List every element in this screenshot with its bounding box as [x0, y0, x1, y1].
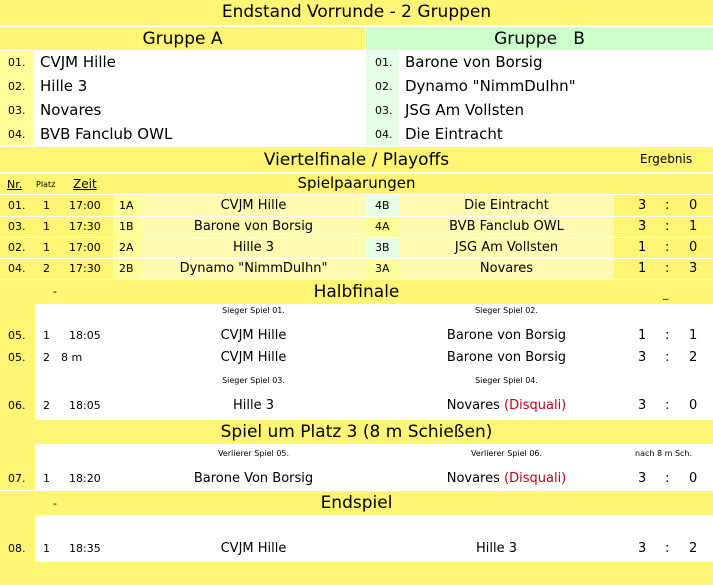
- team-a-name: CVJM Hille: [220, 541, 287, 556]
- score-separator: :: [665, 350, 670, 365]
- team-b-name: Novares: [446, 471, 500, 486]
- team-a-code: 1B: [119, 220, 134, 233]
- semi-title: Halbfinale: [313, 282, 400, 302]
- match-platz: 2: [43, 351, 50, 364]
- group-b-title: Gruppe B: [494, 29, 585, 49]
- score-separator: :: [665, 261, 670, 276]
- disqualified-note: (Disquali): [504, 398, 567, 413]
- match-number: 07.: [8, 472, 26, 485]
- group-a-team: BVB Fanclub OWL: [40, 125, 173, 143]
- score-away: 3: [689, 261, 698, 276]
- final-title: Endspiel: [320, 493, 393, 513]
- third-place-title: Spiel um Platz 3 (8 m Schießen): [220, 422, 493, 442]
- third-label: Verlierer Spiel 05.: [217, 449, 290, 458]
- team-b-name: Novares: [446, 398, 500, 413]
- score-home: 3: [638, 541, 647, 556]
- match-number: 08.: [8, 542, 26, 555]
- score-separator: :: [665, 541, 670, 556]
- team-a-name: Hille 3: [232, 240, 274, 255]
- group-a-rank: 03.: [8, 104, 26, 117]
- team-b-code: 3A: [375, 262, 390, 275]
- group-a-rank: 02.: [8, 80, 26, 93]
- team-b-code: 4A: [375, 220, 390, 233]
- group-b-rank: 04.: [375, 128, 393, 141]
- score-away: 2: [689, 350, 698, 365]
- score-home: 1: [638, 328, 647, 343]
- team-a-name: CVJM Hille: [220, 198, 287, 213]
- score-away: 1: [689, 328, 698, 343]
- match-number: 06.: [8, 399, 26, 412]
- score-home: 3: [638, 471, 647, 486]
- match-time: 17:30: [69, 220, 101, 233]
- score-home: 3: [638, 350, 647, 365]
- team-a-code: 2B: [119, 262, 134, 275]
- score-home: 3: [638, 398, 647, 413]
- team-a-name: Hille 3: [232, 398, 274, 413]
- group-b-team: Die Eintracht: [405, 125, 503, 143]
- page-title: Endstand Vorrunde - 2 Gruppen: [221, 2, 492, 22]
- match-platz: 1: [43, 329, 50, 342]
- group-a-title: Gruppe A: [142, 29, 223, 49]
- team-b-name: Hille 3: [475, 541, 517, 556]
- header-zeit: Zeit: [73, 177, 97, 191]
- score-home: 3: [638, 198, 647, 213]
- team-a-name: CVJM Hille: [220, 328, 287, 343]
- match-number: 01.: [8, 199, 26, 212]
- group-a-team: CVJM Hille: [40, 53, 116, 71]
- match-number: 05.: [8, 351, 26, 364]
- score-away: 1: [689, 219, 698, 234]
- result-label: Ergebnis: [640, 152, 693, 166]
- score-away: 0: [689, 471, 698, 486]
- team-b-name: Barone von Borsig: [446, 328, 567, 343]
- row-divider: [0, 237, 713, 238]
- match-time: 18:05: [69, 329, 101, 342]
- team-a-name: CVJM Hille: [220, 350, 287, 365]
- team-b-cell: [399, 472, 614, 485]
- team-b-name: Die Eintracht: [464, 198, 549, 213]
- score-home: 3: [638, 219, 647, 234]
- match-time: 18:20: [69, 472, 101, 485]
- semi-dash-right: _: [663, 287, 669, 300]
- match-platz: 1: [43, 199, 50, 212]
- score-separator: :: [665, 240, 670, 255]
- group-b-team: JSG Am Vollsten: [405, 101, 525, 119]
- score-away: 0: [689, 240, 698, 255]
- group-a-team: Novares: [40, 101, 102, 119]
- team-b-name: JSG Am Vollsten: [454, 240, 559, 255]
- team-a-code: 2A: [119, 241, 134, 254]
- match-time: 8 m: [61, 351, 83, 364]
- row-divider: [0, 216, 713, 217]
- team-a-name: Dynamo "NimmDuIhn": [179, 261, 328, 276]
- score-away: 0: [689, 198, 698, 213]
- group-a-team: Hille 3: [40, 77, 88, 95]
- score-separator: :: [665, 471, 670, 486]
- team-a-name: Barone Von Borsig: [193, 471, 314, 486]
- team-b-code: 4B: [375, 199, 390, 212]
- score-home: 1: [638, 261, 647, 276]
- match-platz: 2: [43, 262, 50, 275]
- match-platz: 2: [43, 399, 50, 412]
- score-away: 2: [689, 541, 698, 556]
- team-a-name: Barone von Borsig: [193, 219, 314, 234]
- score-away: 0: [689, 398, 698, 413]
- quarter-title: Viertelfinale / Playoffs: [263, 150, 450, 170]
- team-b-code: 3B: [375, 241, 390, 254]
- match-number: 04.: [8, 262, 26, 275]
- semi-label: Sieger Spiel 01.: [222, 306, 285, 315]
- match-time: 17:00: [69, 241, 101, 254]
- header-nr: Nr.: [7, 178, 23, 191]
- score-home: 1: [638, 240, 647, 255]
- group-b-rank: 01.: [375, 56, 393, 69]
- semi-label: Sieger Spiel 04.: [475, 376, 538, 385]
- semi-label: Sieger Spiel 02.: [475, 306, 538, 315]
- score-separator: :: [665, 198, 670, 213]
- match-number: 02.: [8, 241, 26, 254]
- final-dash: -: [53, 497, 57, 510]
- group-b-team: Dynamo "NimmDuIhn": [405, 77, 576, 95]
- group-b-team: Barone von Borsig: [405, 53, 543, 71]
- match-time: 17:00: [69, 199, 101, 212]
- match-platz: 1: [43, 241, 50, 254]
- disqualified-note: (Disquali): [504, 471, 567, 486]
- team-b-cell: [399, 399, 614, 412]
- match-platz: 1: [43, 542, 50, 555]
- match-platz: 1: [43, 472, 50, 485]
- third-label: Verlierer Spiel 06.: [470, 449, 543, 458]
- match-number: 03.: [8, 220, 26, 233]
- match-time: 18:05: [69, 399, 101, 412]
- score-separator: :: [665, 398, 670, 413]
- team-b-name: Barone von Borsig: [446, 350, 567, 365]
- penalty-note: nach 8 m Sch.: [635, 449, 693, 458]
- match-time: 18:35: [69, 542, 101, 555]
- match-time: 17:30: [69, 262, 101, 275]
- team-b-name: BVB Fanclub OWL: [449, 219, 564, 234]
- score-separator: :: [665, 328, 670, 343]
- bottom-band: [0, 562, 713, 585]
- team-b-name: Novares: [479, 261, 534, 276]
- match-number: 05.: [8, 329, 26, 342]
- quarter-subtitle: Spielpaarungen: [297, 174, 416, 192]
- header-platz: Platz: [36, 180, 56, 189]
- group-b-rank: 02.: [375, 80, 393, 93]
- semi-label: Sieger Spiel 03.: [222, 376, 285, 385]
- group-a-rank: 01.: [8, 56, 26, 69]
- group-b-rank: 03.: [375, 104, 393, 117]
- semi-dash-left: -: [53, 285, 57, 298]
- score-separator: :: [665, 219, 670, 234]
- row-divider: [0, 258, 713, 259]
- group-a-rank: 04.: [8, 128, 26, 141]
- match-platz: 1: [43, 220, 50, 233]
- team-a-code: 1A: [119, 199, 134, 212]
